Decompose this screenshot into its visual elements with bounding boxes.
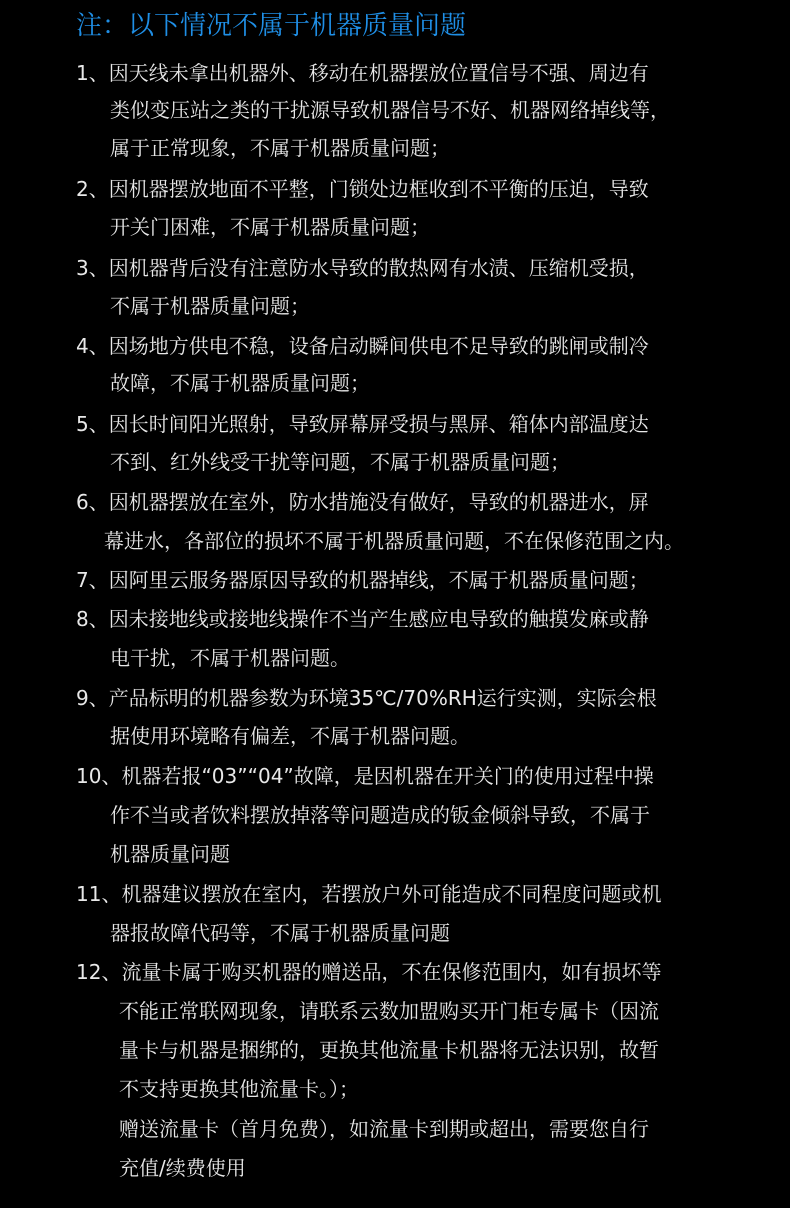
item-1-line-1: 1、因天线未拿出机器外、移动在机器摆放位置信号不强、周边有 (76, 61, 649, 85)
item-6-line-1: 6、因机器摆放在室外，防水措施没有做好，导致的机器进水，屏 (76, 490, 649, 514)
item-5-line-2: 不到、红外线受干扰等问题，不属于机器质量问题； (110, 450, 570, 474)
item-12-line-3: 量卡与机器是捆绑的，更换其他流量卡机器将无法识别，故暂 (119, 1038, 659, 1062)
item-12-line-2: 不能正常联网现象，请联系云数加盟购买开门柜专属卡（因流 (119, 999, 659, 1023)
item-11-line-2: 器报故障代码等，不属于机器质量问题 (110, 921, 450, 945)
item-9-line-2: 据使用环境略有偏差，不属于机器问题。 (110, 724, 470, 748)
item-2-line-2: 开关门困难，不属于机器质量问题； (110, 215, 430, 239)
item-7-line-1: 7、因阿里云服务器原因导致的机器掉线，不属于机器质量问题； (76, 568, 649, 592)
item-3-line-1: 3、因机器背后没有注意防水导致的散热网有水渍、压缩机受损， (76, 256, 649, 280)
item-12-line-4: 不支持更换其他流量卡。）； (119, 1077, 359, 1101)
item-2-line-1: 2、因机器摆放地面不平整，门锁处边框收到不平衡的压迫，导致 (76, 177, 649, 201)
item-4-line-1: 4、因场地方供电不稳，设备启动瞬间供电不足导致的跳闸或制冷 (76, 334, 649, 358)
item-8-line-2: 电干扰，不属于机器问题。 (110, 646, 350, 670)
item-10-line-3: 机器质量问题 (110, 842, 230, 866)
item-12-line-1: 12、流量卡属于购买机器的赠送品，不在保修范围内，如有损坏等 (76, 960, 662, 984)
item-8-line-1: 8、因未接地线或接地线操作不当产生感应电导致的触摸发麻或静 (76, 607, 649, 631)
item-9-line-1: 9、产品标明的机器参数为环境35℃/70%RH运行实测，实际会根 (76, 686, 657, 710)
item-10-line-2: 作不当或者饮料摆放掉落等问题造成的钣金倾斜导致，不属于 (110, 803, 650, 827)
item-10-line-1: 10、机器若报“03”“04”故障，是因机器在开关门的使用过程中操 (76, 764, 654, 788)
item-1-line-2: 类似变压站之类的干扰源导致机器信号不好、机器网络掉线等， (110, 98, 670, 122)
item-11-line-1: 11、机器建议摆放在室内，若摆放户外可能造成不同程度问题或机 (76, 882, 662, 906)
item-12-line-6: 充值/续费使用 (119, 1156, 246, 1180)
notice-title: 注：以下情况不属于机器质量问题 (76, 11, 467, 41)
item-12-line-5: 赠送流量卡（首月免费），如流量卡到期或超出，需要您自行 (119, 1117, 649, 1141)
item-4-line-2: 故障，不属于机器质量问题； (110, 371, 370, 395)
item-1-line-3: 属于正常现象，不属于机器质量问题； (110, 136, 450, 160)
item-5-line-1: 5、因长时间阳光照射，导致屏幕屏受损与黑屏、箱体内部温度达 (76, 412, 649, 436)
item-6-line-2: 幕进水，各部位的损坏不属于机器质量问题，不在保修范围之内。 (104, 529, 684, 553)
item-3-line-2: 不属于机器质量问题； (110, 294, 310, 318)
